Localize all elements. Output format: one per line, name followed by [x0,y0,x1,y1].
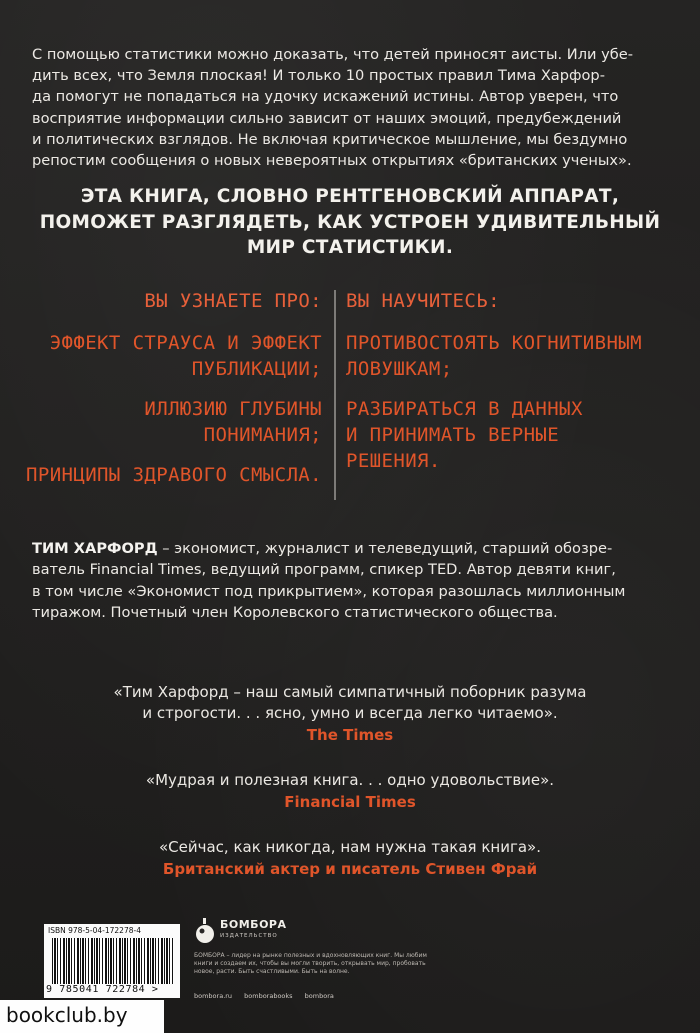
intro-line: С помощью статистики можно доказать, что детей приносят аисты. Или убе- [32,46,634,63]
skills-item-line: РЕШЕНИЯ. [346,450,441,472]
learn-item-line: ПОНИМАНИЯ; [203,424,322,446]
skills-heading: ВЫ НАУЧИТЕСЬ: [346,290,500,312]
learn-column [20,288,322,502]
column-divider [334,290,336,500]
skills-item-line: И ПРИНИМАТЬ ВЕРНЫЕ [346,424,560,446]
author-bio-text: – экономист, журналист и телеведущий, старший обозре- [157,540,613,557]
publisher-name: БОМБОРА [220,918,287,931]
skills-item [346,330,676,382]
learn-item [20,396,322,448]
ean-number: 9 785041 722784 > [46,984,159,995]
headline-line: ЭТА КНИГА, СЛОВНО РЕНТГЕНОВСКИЙ АППАРАТ, [80,186,620,207]
skills-item-line: РАЗБИРАТЬСЯ В ДАННЫХ [346,398,583,420]
publisher-sub: ИЗДАТЕЛЬСТВО [220,933,278,939]
barcode-bars [52,938,174,984]
site-watermark [0,1000,164,1033]
quote-line: «Мудрая и полезная книга. . . одно удовольствие». [145,771,555,789]
publisher-socials [194,992,344,1000]
learn-item-line: ИЛЛЮЗИЮ ГЛУБИНЫ [144,398,322,420]
learn-item-line: ПУБЛИКАЦИИ; [191,358,322,380]
barcode [44,924,180,998]
quote-line: «Тим Харфорд – наш самый симпатичный поборник разума [113,683,587,701]
isbn-text: ISBN 978-5-04-172278-4 [48,926,141,935]
quote-source: The Times [306,726,394,744]
learn-item [20,330,322,382]
author-bio-line: ватель Financial Times, ведущий программ, спикер TED. Автор девяти книг, [32,561,616,579]
learn-item-line: ПРИНЦИПЫ ЗДРАВОГО СМЫСЛА. [26,464,322,486]
review-quote [40,770,660,813]
learn-item-line: ЭФФЕКТ СТРАУСА И ЭФФЕКТ [49,332,322,354]
intro-line: да помогут не попадаться на удочку искажений истины. Автор уверен, что [32,88,619,106]
quote-source: Financial Times [284,793,416,811]
skills-item-line: ПРОТИВОСТОЯТЬ КОГНИТИВНЫМ [346,332,642,354]
author-bio-line [32,538,660,559]
review-quote [40,837,660,880]
author-bio-line: тиражом. Почетный член Королевского статистического общества. [32,604,558,622]
review-quote [40,682,660,746]
watermark-text: bookclub.by [6,1003,128,1027]
social-website: bombora.ru [194,992,233,1000]
headline-line: ПОМОЖЕТ РАЗГЛЯДЕТЬ, КАК УСТРОЕН УДИВИТЕЛЬНЫЙ [39,211,661,233]
intro-paragraph [32,44,660,171]
skills-item [346,396,676,474]
social-vk: bomborabooks [244,992,293,1000]
intro-line: восприятие информации сильно зависит от наших эмоций, предубеждений [32,109,622,127]
quote-line: «Сейчас, как никогда, нам нужна такая книга». [159,838,541,856]
quote-source: Британский актер и писатель Стивен Фрай [162,860,538,878]
author-bio [32,538,660,624]
learn-item [20,462,322,488]
review-quotes [40,682,660,904]
headline-line: МИР СТАТИСТИКИ. [246,237,454,258]
quote-line: и строгости. . . ясно, умно и всегда легко читаемо». [142,704,558,722]
learn-heading: ВЫ УЗНАЕТЕ ПРО: [144,290,322,312]
intro-line: репостим сообщения о новых невероятных открытиях «британских ученых». [32,152,632,170]
bombora-logo-icon [194,918,216,944]
skills-column [346,288,676,488]
intro-line: дить всех, что Земля плоская! И только 10 простых правил Тима Харфор- [32,67,605,85]
intro-line: и политических взглядов. Не включая критическое мышление, мы бездумно [32,130,628,148]
skills-item-line: ЛОВУШКАМ; [346,358,453,380]
publisher-blurb: БОМБОРА – лидер на рынке полезных и вдохновляющих книг. Мы любим книги и создаем их, чтобы вы могли творить, открывать мир, пробовать новое, расти. Быть счастливыми. Быть на волне. [194,952,427,975]
headline [10,184,690,261]
author-name: ТИМ ХАРФОРД [32,540,158,557]
social-other: bombora [304,992,334,1000]
author-bio-line: в том числе «Экономист под прикрытием», которая разошлась миллионным [32,582,626,600]
